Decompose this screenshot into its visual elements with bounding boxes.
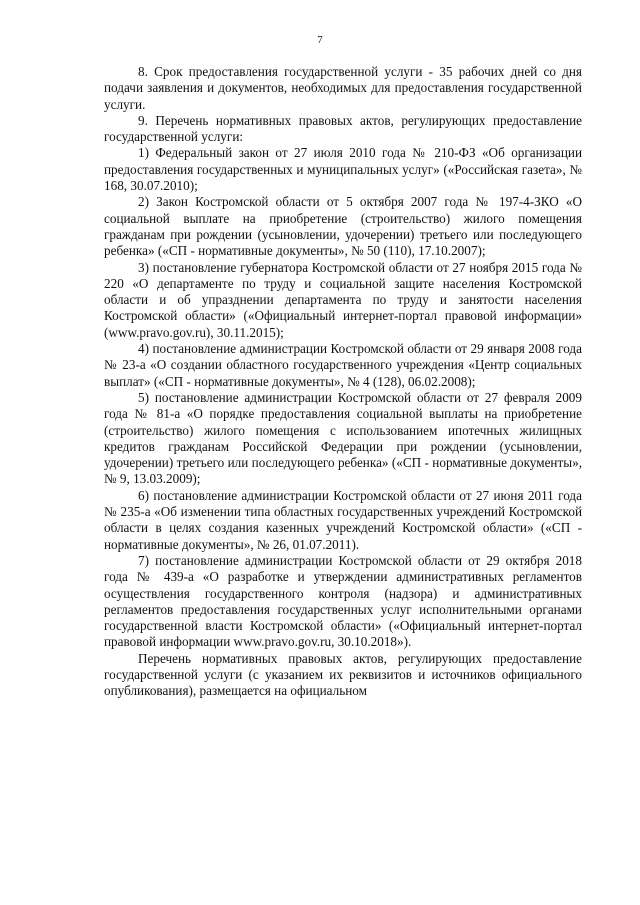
paragraph-act-6: 6) постановление администрации Костромской области от 27 июня 2011 года № 235-а «Об изменении типа областных государственных учреждений Костромской области в целях создания казенных учреждений Костромской области» («СП - нормативные документы», № 26, 01.07.2011). <box>104 487 582 552</box>
paragraph-act-7: 7) постановление администрации Костромской области от 29 октября 2018 года № 439-а «О разработке и утверждении административных регламентов осуществления государственного контроля (надзора) и административных регламентов предоставления государственных услуг исполнительными органами государственной власти Костромской области» («Официальный интернет-портал правовой информации www.pravo.gov.ru, 30.10.2018»). <box>104 552 582 650</box>
document-body <box>104 64 582 700</box>
paragraph-list-publication: Перечень нормативных правовых актов, регулирующих предоставление государственной услуги (с указанием их реквизитов и источников официального опубликования), размещается на официальном <box>104 650 582 699</box>
page-number: 7 <box>317 34 323 46</box>
paragraph-act-2: 2) Закон Костромской области от 5 октября 2007 года № 197-4-ЗКО «О социальной выплате на приобретение (строительство) жилого помещения гражданам при рождении (усыновлении, удочерении) третьего или последующего ребенка» («СП - нормативные документы», № 50 (110), 17.10.2007); <box>104 194 582 259</box>
paragraph-act-1: 1) Федеральный закон от 27 июля 2010 года № 210-ФЗ «Об организации предоставления государственных и муниципальных услуг» («Российская газета», № 168, 30.07.2010); <box>104 145 582 194</box>
paragraph-act-3: 3) постановление губернатора Костромской области от 27 ноября 2015 года № 220 «О департаменте по труду и социальной защите населения Костромской области и об упразднении департамента по труду и занятости населения Костромской области» («Официальный интернет-портал правовой информации» (www.pravo.gov.ru), 30.11.2015); <box>104 259 582 340</box>
paragraph-act-4: 4) постановление администрации Костромской области от 29 января 2008 года № 23-а «О создании областного государственного учреждения «Центр социальных выплат» («СП - нормативные документы», № 4 (128), 06.02.2008); <box>104 341 582 389</box>
paragraph-act-5: 5) постановление администрации Костромской области от 27 февраля 2009 года № 81-а «О порядке предоставления социальной выплаты на приобретение (строительство) жилого помещения с использованием ипотечных жилищных кредитов гражданам Российской Федерации при рождении (усыновлении, удочерении) третьего или последующего ребенка» («СП - нормативные документы», № 9, 13.03.2009); <box>104 389 582 487</box>
paragraph-service-term: 8. Срок предоставления государственной услуги - 35 рабочих дней со дня подачи заявления и документов, необходимых для предоставления государственной услуги. <box>104 64 582 112</box>
paragraph-legal-acts-heading: 9. Перечень нормативных правовых актов, регулирующих предоставление государственной услуги: <box>104 112 582 145</box>
